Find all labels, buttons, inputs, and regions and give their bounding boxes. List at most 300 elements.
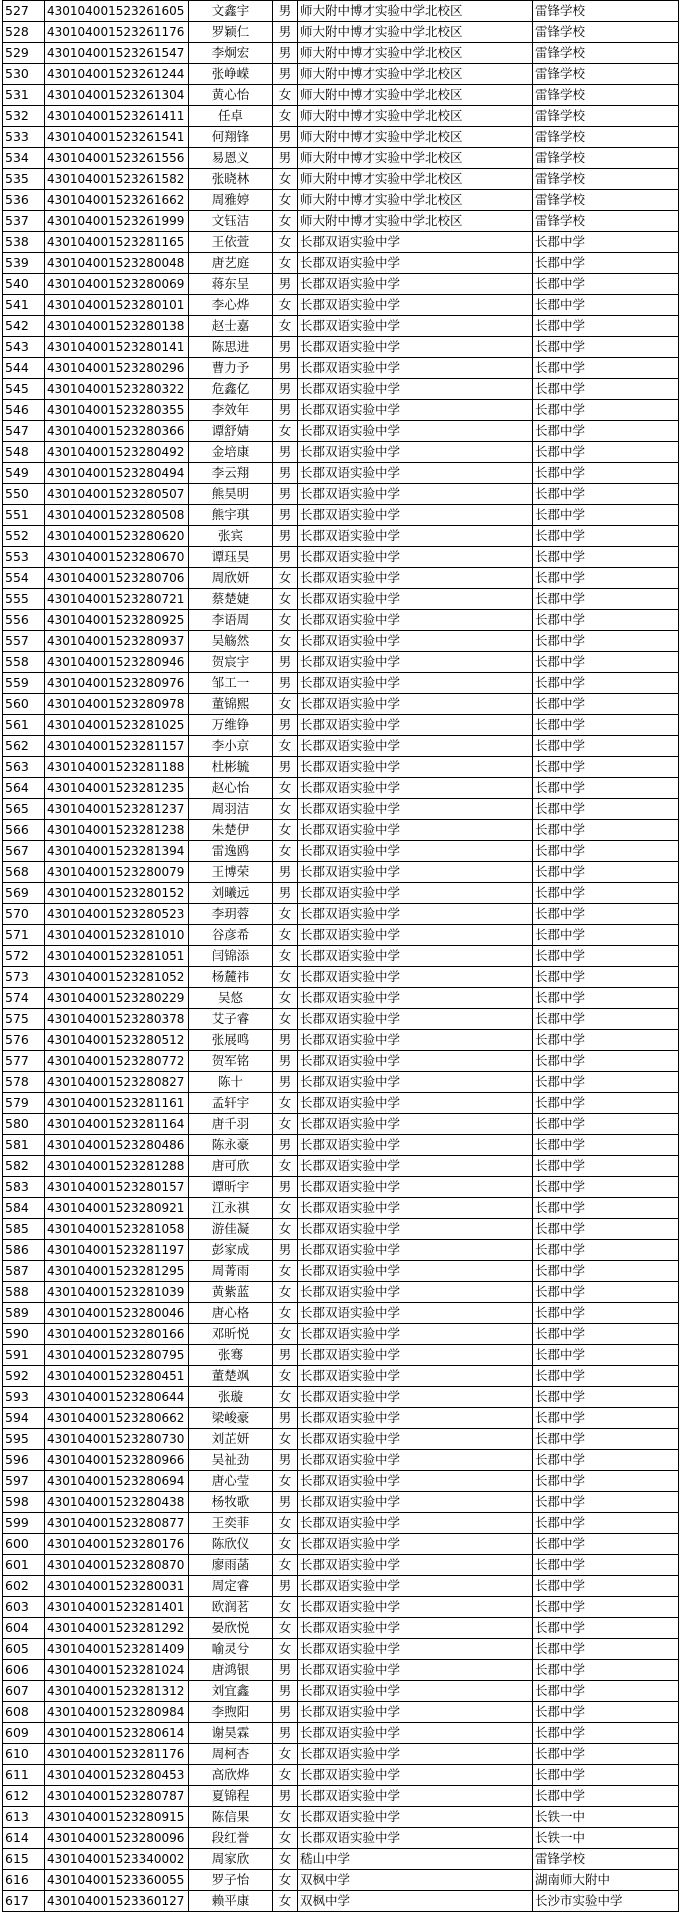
admitted-school-cell: 长郡中学: [533, 967, 679, 988]
exam-id-cell: 430104001523281025: [45, 715, 189, 736]
row-number-cell: 582: [3, 1156, 45, 1177]
admitted-school-cell: 长郡中学: [533, 1009, 679, 1030]
gender-cell: 女: [273, 421, 298, 442]
exam-id-cell: 430104001523280229: [45, 988, 189, 1009]
table-row: [3, 1576, 679, 1597]
admitted-school-cell: 长郡中学: [533, 1513, 679, 1534]
gender-cell: 女: [273, 1324, 298, 1345]
row-number-cell: 547: [3, 421, 45, 442]
row-number-cell: 598: [3, 1492, 45, 1513]
gender-cell: 男: [273, 1450, 298, 1471]
student-name-cell: 张璇: [189, 1387, 273, 1408]
exam-id-cell: 430104001523280492: [45, 442, 189, 463]
exam-id-cell: 430104001523281295: [45, 1261, 189, 1282]
exam-id-cell: 430104001523281288: [45, 1156, 189, 1177]
gender-cell: 男: [273, 379, 298, 400]
gender-cell: 男: [273, 547, 298, 568]
school-name-cell: 长郡双语实验中学: [298, 568, 533, 589]
row-number-cell: 574: [3, 988, 45, 1009]
gender-cell: 男: [273, 1177, 298, 1198]
table-row: [3, 232, 679, 253]
school-name-cell: 长郡双语实验中学: [298, 1114, 533, 1135]
gender-cell: 女: [273, 1597, 298, 1618]
student-name-cell: 陈欣仪: [189, 1534, 273, 1555]
table-row: [3, 1660, 679, 1681]
gender-cell: 男: [273, 1135, 298, 1156]
student-name-cell: 李心烨: [189, 295, 273, 316]
student-name-cell: 易恩义: [189, 148, 273, 169]
student-name-cell: 李语周: [189, 610, 273, 631]
table-row: [3, 1324, 679, 1345]
admitted-school-cell: 长郡中学: [533, 1051, 679, 1072]
table-row: [3, 1513, 679, 1534]
admitted-school-cell: 长郡中学: [533, 1576, 679, 1597]
student-name-cell: 张宾: [189, 526, 273, 547]
table-row: [3, 694, 679, 715]
student-name-cell: 罗子怡: [189, 1870, 273, 1891]
admitted-school-cell: 长郡中学: [533, 799, 679, 820]
student-name-cell: 危鑫亿: [189, 379, 273, 400]
gender-cell: 男: [273, 1702, 298, 1723]
exam-id-cell: 430104001523280176: [45, 1534, 189, 1555]
admitted-school-cell: 长郡中学: [533, 1135, 679, 1156]
table-row: [3, 1744, 679, 1765]
row-number-cell: 550: [3, 484, 45, 505]
row-number-cell: 589: [3, 1303, 45, 1324]
table-row: [3, 379, 679, 400]
table-row: [3, 1282, 679, 1303]
admitted-school-cell: 雷锋学校: [533, 1849, 679, 1870]
row-number-cell: 564: [3, 778, 45, 799]
row-number-cell: 597: [3, 1471, 45, 1492]
student-name-cell: 彭家成: [189, 1240, 273, 1261]
table-row: [3, 1387, 679, 1408]
student-name-cell: 文鑫宇: [189, 1, 273, 22]
student-name-cell: 贺军铭: [189, 1051, 273, 1072]
exam-id-cell: 430104001523281010: [45, 925, 189, 946]
school-name-cell: 长郡双语实验中学: [298, 1198, 533, 1219]
row-number-cell: 553: [3, 547, 45, 568]
exam-id-cell: 430104001523280166: [45, 1324, 189, 1345]
gender-cell: 女: [273, 169, 298, 190]
student-name-cell: 万维铮: [189, 715, 273, 736]
gender-cell: 男: [273, 1072, 298, 1093]
gender-cell: 女: [273, 988, 298, 1009]
student-name-cell: 谭珏昊: [189, 547, 273, 568]
table-row: [3, 1219, 679, 1240]
gender-cell: 男: [273, 1723, 298, 1744]
row-number-cell: 568: [3, 862, 45, 883]
school-name-cell: 长郡双语实验中学: [298, 1828, 533, 1849]
exam-id-cell: 430104001523261999: [45, 211, 189, 232]
school-name-cell: 师大附中博才实验中学北校区: [298, 43, 533, 64]
admitted-school-cell: 长郡中学: [533, 1555, 679, 1576]
admitted-school-cell: 长郡中学: [533, 778, 679, 799]
row-number-cell: 588: [3, 1282, 45, 1303]
gender-cell: 男: [273, 127, 298, 148]
gender-cell: 女: [273, 1429, 298, 1450]
table-row: [3, 946, 679, 967]
admitted-school-cell: 长郡中学: [533, 1450, 679, 1471]
school-name-cell: 长郡双语实验中学: [298, 274, 533, 295]
student-name-cell: 陈永豪: [189, 1135, 273, 1156]
student-name-cell: 江永祺: [189, 1198, 273, 1219]
admitted-school-cell: 湖南师大附中: [533, 1870, 679, 1891]
row-number-cell: 590: [3, 1324, 45, 1345]
table-row: [3, 463, 679, 484]
admitted-school-cell: 长郡中学: [533, 274, 679, 295]
exam-id-cell: 430104001523280079: [45, 862, 189, 883]
table-row: [3, 1198, 679, 1219]
student-name-cell: 罗颖仁: [189, 22, 273, 43]
table-row: [3, 1870, 679, 1891]
student-name-cell: 周欣妍: [189, 568, 273, 589]
student-name-cell: 陈十: [189, 1072, 273, 1093]
table-row: [3, 106, 679, 127]
row-number-cell: 567: [3, 841, 45, 862]
gender-cell: 女: [273, 736, 298, 757]
school-name-cell: 长郡双语实验中学: [298, 1807, 533, 1828]
gender-cell: 女: [273, 799, 298, 820]
gender-cell: 女: [273, 1366, 298, 1387]
exam-id-cell: 430104001523280378: [45, 1009, 189, 1030]
student-name-cell: 金培康: [189, 442, 273, 463]
gender-cell: 男: [273, 526, 298, 547]
admitted-school-cell: 长郡中学: [533, 694, 679, 715]
gender-cell: 女: [273, 190, 298, 211]
table-row: [3, 1849, 679, 1870]
school-name-cell: 长郡双语实验中学: [298, 1429, 533, 1450]
exam-id-cell: 430104001523281401: [45, 1597, 189, 1618]
school-name-cell: 长郡双语实验中学: [298, 526, 533, 547]
row-number-cell: 529: [3, 43, 45, 64]
gender-cell: 男: [273, 400, 298, 421]
school-name-cell: 双枫中学: [298, 1891, 533, 1912]
table-row: [3, 1009, 679, 1030]
school-name-cell: 长郡双语实验中学: [298, 232, 533, 253]
table-row: [3, 820, 679, 841]
school-name-cell: 长郡双语实验中学: [298, 316, 533, 337]
student-name-cell: 董楚飒: [189, 1366, 273, 1387]
student-name-cell: 晏欣悦: [189, 1618, 273, 1639]
gender-cell: 女: [273, 232, 298, 253]
student-name-cell: 熊昊明: [189, 484, 273, 505]
gender-cell: 女: [273, 1765, 298, 1786]
table-row: [3, 1, 679, 22]
student-name-cell: 周柯杏: [189, 1744, 273, 1765]
row-number-cell: 538: [3, 232, 45, 253]
exam-id-cell: 430104001523280508: [45, 505, 189, 526]
row-number-cell: 592: [3, 1366, 45, 1387]
gender-cell: 女: [273, 946, 298, 967]
table-row: [3, 43, 679, 64]
exam-id-cell: 430104001523280152: [45, 883, 189, 904]
gender-cell: 男: [273, 442, 298, 463]
table-row: [3, 1828, 679, 1849]
row-number-cell: 604: [3, 1618, 45, 1639]
row-number-cell: 554: [3, 568, 45, 589]
row-number-cell: 612: [3, 1786, 45, 1807]
admitted-school-cell: 雷锋学校: [533, 85, 679, 106]
gender-cell: 女: [273, 904, 298, 925]
student-name-cell: 游佳凝: [189, 1219, 273, 1240]
row-number-cell: 613: [3, 1807, 45, 1828]
admitted-school-cell: 长郡中学: [533, 589, 679, 610]
school-name-cell: 师大附中博才实验中学北校区: [298, 106, 533, 127]
row-number-cell: 578: [3, 1072, 45, 1093]
gender-cell: 女: [273, 1618, 298, 1639]
roster-body: [3, 1, 679, 1912]
school-name-cell: 长郡双语实验中学: [298, 1639, 533, 1660]
gender-cell: 男: [273, 883, 298, 904]
row-number-cell: 532: [3, 106, 45, 127]
row-number-cell: 611: [3, 1765, 45, 1786]
gender-cell: 女: [273, 211, 298, 232]
school-name-cell: 长郡双语实验中学: [298, 1009, 533, 1030]
admitted-school-cell: 长郡中学: [533, 1240, 679, 1261]
table-row: [3, 1261, 679, 1282]
row-number-cell: 559: [3, 673, 45, 694]
exam-id-cell: 430104001523281237: [45, 799, 189, 820]
exam-id-cell: 430104001523280921: [45, 1198, 189, 1219]
exam-id-cell: 430104001523261582: [45, 169, 189, 190]
row-number-cell: 543: [3, 337, 45, 358]
school-name-cell: 长郡双语实验中学: [298, 778, 533, 799]
table-row: [3, 1177, 679, 1198]
admitted-school-cell: 长郡中学: [533, 316, 679, 337]
table-row: [3, 631, 679, 652]
table-row: [3, 1072, 679, 1093]
school-name-cell: 长郡双语实验中学: [298, 1093, 533, 1114]
admitted-school-cell: 长铁一中: [533, 1828, 679, 1849]
student-name-cell: 蔡楚婕: [189, 589, 273, 610]
admitted-school-cell: 雷锋学校: [533, 64, 679, 85]
exam-id-cell: 430104001523280069: [45, 274, 189, 295]
gender-cell: 男: [273, 1, 298, 22]
row-number-cell: 572: [3, 946, 45, 967]
gender-cell: 女: [273, 820, 298, 841]
admitted-school-cell: 雷锋学校: [533, 169, 679, 190]
gender-cell: 女: [273, 1807, 298, 1828]
admitted-school-cell: 长郡中学: [533, 1639, 679, 1660]
exam-id-cell: 430104001523280438: [45, 1492, 189, 1513]
gender-cell: 女: [273, 967, 298, 988]
gender-cell: 男: [273, 1408, 298, 1429]
student-name-cell: 夏锦程: [189, 1786, 273, 1807]
student-name-cell: 唐艺庭: [189, 253, 273, 274]
admitted-school-cell: 长郡中学: [533, 925, 679, 946]
school-name-cell: 长郡双语实验中学: [298, 1324, 533, 1345]
admitted-school-cell: 长郡中学: [533, 400, 679, 421]
admitted-school-cell: 雷锋学校: [533, 190, 679, 211]
gender-cell: 女: [273, 589, 298, 610]
table-row: [3, 904, 679, 925]
admitted-school-cell: 雷锋学校: [533, 43, 679, 64]
table-row: [3, 589, 679, 610]
row-number-cell: 601: [3, 1555, 45, 1576]
exam-id-cell: 430104001523280662: [45, 1408, 189, 1429]
table-row: [3, 169, 679, 190]
gender-cell: 女: [273, 1009, 298, 1030]
row-number-cell: 607: [3, 1681, 45, 1702]
gender-cell: 男: [273, 757, 298, 778]
row-number-cell: 539: [3, 253, 45, 274]
table-row: [3, 1051, 679, 1072]
gender-cell: 女: [273, 841, 298, 862]
table-row: [3, 568, 679, 589]
student-name-cell: 谷彦希: [189, 925, 273, 946]
student-name-cell: 黄心怡: [189, 85, 273, 106]
exam-id-cell: 430104001523261662: [45, 190, 189, 211]
exam-id-cell: 430104001523280296: [45, 358, 189, 379]
admitted-school-cell: 长郡中学: [533, 1471, 679, 1492]
table-row: [3, 799, 679, 820]
row-number-cell: 573: [3, 967, 45, 988]
table-row: [3, 64, 679, 85]
table-row: [3, 1723, 679, 1744]
table-row: [3, 778, 679, 799]
row-number-cell: 528: [3, 22, 45, 43]
school-name-cell: 长郡双语实验中学: [298, 1534, 533, 1555]
student-name-cell: 邹工一: [189, 673, 273, 694]
exam-id-cell: 430104001523261244: [45, 64, 189, 85]
row-number-cell: 599: [3, 1513, 45, 1534]
school-name-cell: 长郡双语实验中学: [298, 337, 533, 358]
admitted-school-cell: 长郡中学: [533, 442, 679, 463]
row-number-cell: 616: [3, 1870, 45, 1891]
table-row: [3, 274, 679, 295]
gender-cell: 女: [273, 1513, 298, 1534]
gender-cell: 男: [273, 1051, 298, 1072]
gender-cell: 男: [273, 1240, 298, 1261]
gender-cell: 男: [273, 463, 298, 484]
admitted-school-cell: 长郡中学: [533, 1303, 679, 1324]
table-row: [3, 1786, 679, 1807]
admitted-school-cell: 长郡中学: [533, 568, 679, 589]
gender-cell: 女: [273, 295, 298, 316]
school-name-cell: 长郡双语实验中学: [298, 358, 533, 379]
school-name-cell: 长郡双语实验中学: [298, 736, 533, 757]
table-row: [3, 253, 679, 274]
row-number-cell: 546: [3, 400, 45, 421]
table-row: [3, 1681, 679, 1702]
school-name-cell: 长郡双语实验中学: [298, 1387, 533, 1408]
gender-cell: 男: [273, 652, 298, 673]
student-name-cell: 李云翔: [189, 463, 273, 484]
gender-cell: 女: [273, 1534, 298, 1555]
row-number-cell: 600: [3, 1534, 45, 1555]
exam-id-cell: 430104001523280031: [45, 1576, 189, 1597]
student-name-cell: 段红誉: [189, 1828, 273, 1849]
student-name-cell: 唐心格: [189, 1303, 273, 1324]
exam-id-cell: 430104001523280694: [45, 1471, 189, 1492]
student-name-cell: 欧润茗: [189, 1597, 273, 1618]
student-name-cell: 赵士嘉: [189, 316, 273, 337]
gender-cell: 女: [273, 1261, 298, 1282]
school-name-cell: 长郡双语实验中学: [298, 1513, 533, 1534]
admitted-school-cell: 长郡中学: [533, 295, 679, 316]
admitted-school-cell: 长郡中学: [533, 253, 679, 274]
row-number-cell: 602: [3, 1576, 45, 1597]
table-row: [3, 715, 679, 736]
admitted-school-cell: 长郡中学: [533, 841, 679, 862]
gender-cell: 男: [273, 274, 298, 295]
school-name-cell: 师大附中博才实验中学北校区: [298, 64, 533, 85]
row-number-cell: 591: [3, 1345, 45, 1366]
school-name-cell: 长郡双语实验中学: [298, 1492, 533, 1513]
table-row: [3, 1765, 679, 1786]
admitted-school-cell: 长郡中学: [533, 1198, 679, 1219]
admitted-school-cell: 长郡中学: [533, 736, 679, 757]
exam-id-cell: 430104001523280048: [45, 253, 189, 274]
row-number-cell: 552: [3, 526, 45, 547]
admitted-school-cell: 长郡中学: [533, 1408, 679, 1429]
gender-cell: 男: [273, 1660, 298, 1681]
exam-id-cell: 430104001523281024: [45, 1660, 189, 1681]
row-number-cell: 605: [3, 1639, 45, 1660]
table-row: [3, 148, 679, 169]
student-name-cell: 梁峻豪: [189, 1408, 273, 1429]
admitted-school-cell: 长郡中学: [533, 232, 679, 253]
school-name-cell: 长郡双语实验中学: [298, 1051, 533, 1072]
admitted-school-cell: 长郡中学: [533, 1156, 679, 1177]
admitted-school-cell: 长郡中学: [533, 1702, 679, 1723]
admitted-school-cell: 雷锋学校: [533, 211, 679, 232]
table-row: [3, 1891, 679, 1912]
admitted-school-cell: 长郡中学: [533, 1072, 679, 1093]
admitted-school-cell: 长郡中学: [533, 715, 679, 736]
exam-id-cell: 430104001523280937: [45, 631, 189, 652]
admitted-school-cell: 长郡中学: [533, 358, 679, 379]
exam-id-cell: 430104001523280706: [45, 568, 189, 589]
admitted-school-cell: 长郡中学: [533, 988, 679, 1009]
exam-id-cell: 430104001523280157: [45, 1177, 189, 1198]
school-name-cell: 长郡双语实验中学: [298, 631, 533, 652]
school-name-cell: 长郡双语实验中学: [298, 946, 533, 967]
exam-id-cell: 430104001523280096: [45, 1828, 189, 1849]
gender-cell: 女: [273, 253, 298, 274]
row-number-cell: 558: [3, 652, 45, 673]
row-number-cell: 566: [3, 820, 45, 841]
school-name-cell: 长郡双语实验中学: [298, 1723, 533, 1744]
school-name-cell: 长郡双语实验中学: [298, 1240, 533, 1261]
exam-id-cell: 430104001523281051: [45, 946, 189, 967]
row-number-cell: 577: [3, 1051, 45, 1072]
row-number-cell: 576: [3, 1030, 45, 1051]
admitted-school-cell: 长郡中学: [533, 1324, 679, 1345]
gender-cell: 男: [273, 337, 298, 358]
admitted-school-cell: 长郡中学: [533, 610, 679, 631]
admitted-school-cell: 长郡中学: [533, 652, 679, 673]
exam-id-cell: 430104001523280138: [45, 316, 189, 337]
school-name-cell: 长郡双语实验中学: [298, 1471, 533, 1492]
row-number-cell: 541: [3, 295, 45, 316]
admitted-school-cell: 雷锋学校: [533, 1, 679, 22]
exam-id-cell: 430104001523261541: [45, 127, 189, 148]
table-row: [3, 610, 679, 631]
exam-id-cell: 430104001523281161: [45, 1093, 189, 1114]
student-name-cell: 陈思进: [189, 337, 273, 358]
school-name-cell: 长郡双语实验中学: [298, 1282, 533, 1303]
table-row: [3, 862, 679, 883]
student-name-cell: 刘宜鑫: [189, 1681, 273, 1702]
exam-id-cell: 430104001523281165: [45, 232, 189, 253]
table-row: [3, 1156, 679, 1177]
row-number-cell: 563: [3, 757, 45, 778]
table-row: [3, 883, 679, 904]
gender-cell: 女: [273, 1891, 298, 1912]
admitted-school-cell: 雷锋学校: [533, 106, 679, 127]
